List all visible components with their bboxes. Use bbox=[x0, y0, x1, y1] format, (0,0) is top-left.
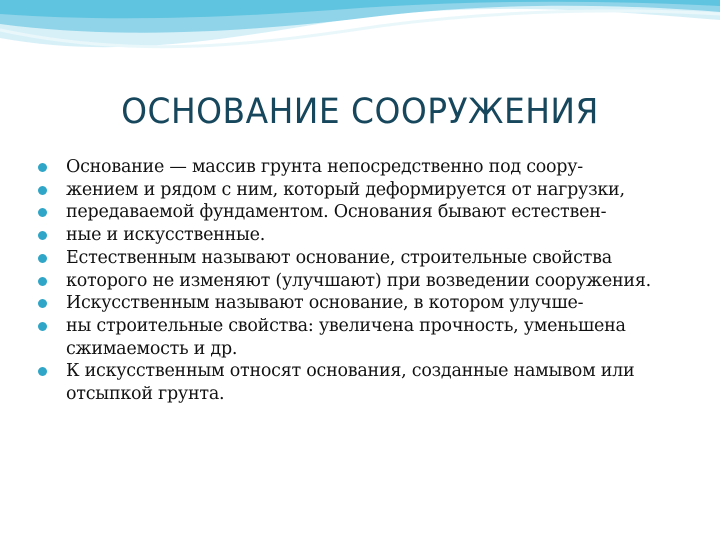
bullet-dot-icon bbox=[38, 322, 47, 331]
bullet-dot-icon bbox=[38, 231, 47, 240]
bullet-item bbox=[36, 292, 696, 315]
bullet-list bbox=[36, 156, 696, 406]
bullet-item bbox=[36, 315, 696, 360]
bullet-item bbox=[36, 179, 696, 202]
bullet-item bbox=[36, 360, 696, 405]
bullet-text: жением и рядом с ним, который деформируется от нагрузки, bbox=[66, 179, 625, 200]
bullet-dot-icon bbox=[38, 367, 47, 376]
bullet-dot-icon bbox=[38, 277, 47, 286]
bullet-text: ные и искусственные. bbox=[66, 225, 266, 246]
bullet-text: передаваемой фундаментом. Основания бывают естествен- bbox=[66, 202, 607, 223]
bullet-text: Основание — массив грунта непосредственно под соору- bbox=[66, 157, 583, 177]
bullet-text: ны строительные свойства: увеличена прочность, уменьшена сжимаемость и др. bbox=[66, 315, 626, 359]
bullet-dot-icon bbox=[38, 299, 47, 308]
bullet-dot-icon bbox=[38, 254, 47, 263]
bullet-text: Естественным называют основание, строительные свойства bbox=[66, 247, 612, 268]
bullet-item bbox=[36, 224, 696, 247]
decorative-wave-header bbox=[0, 0, 720, 70]
bullet-item bbox=[36, 201, 696, 224]
bullet-dot-icon bbox=[38, 208, 47, 217]
bullet-text: Искусственным называют основание, в котором улучше- bbox=[66, 293, 584, 314]
bullet-item bbox=[36, 156, 696, 179]
bullet-dot-icon bbox=[38, 163, 47, 172]
bullet-text: К искусственным относят основания, созданные намывом или отсыпкой грунта. bbox=[66, 361, 635, 405]
bullet-text: которого не изменяют (улучшают) при возведении сооружения. bbox=[66, 270, 651, 291]
bullet-dot-icon bbox=[38, 186, 47, 195]
slide-title: ОСНОВАНИЕ СООРУЖЕНИЯ bbox=[121, 92, 599, 132]
bullet-item bbox=[36, 270, 696, 293]
bullet-item bbox=[36, 247, 696, 270]
